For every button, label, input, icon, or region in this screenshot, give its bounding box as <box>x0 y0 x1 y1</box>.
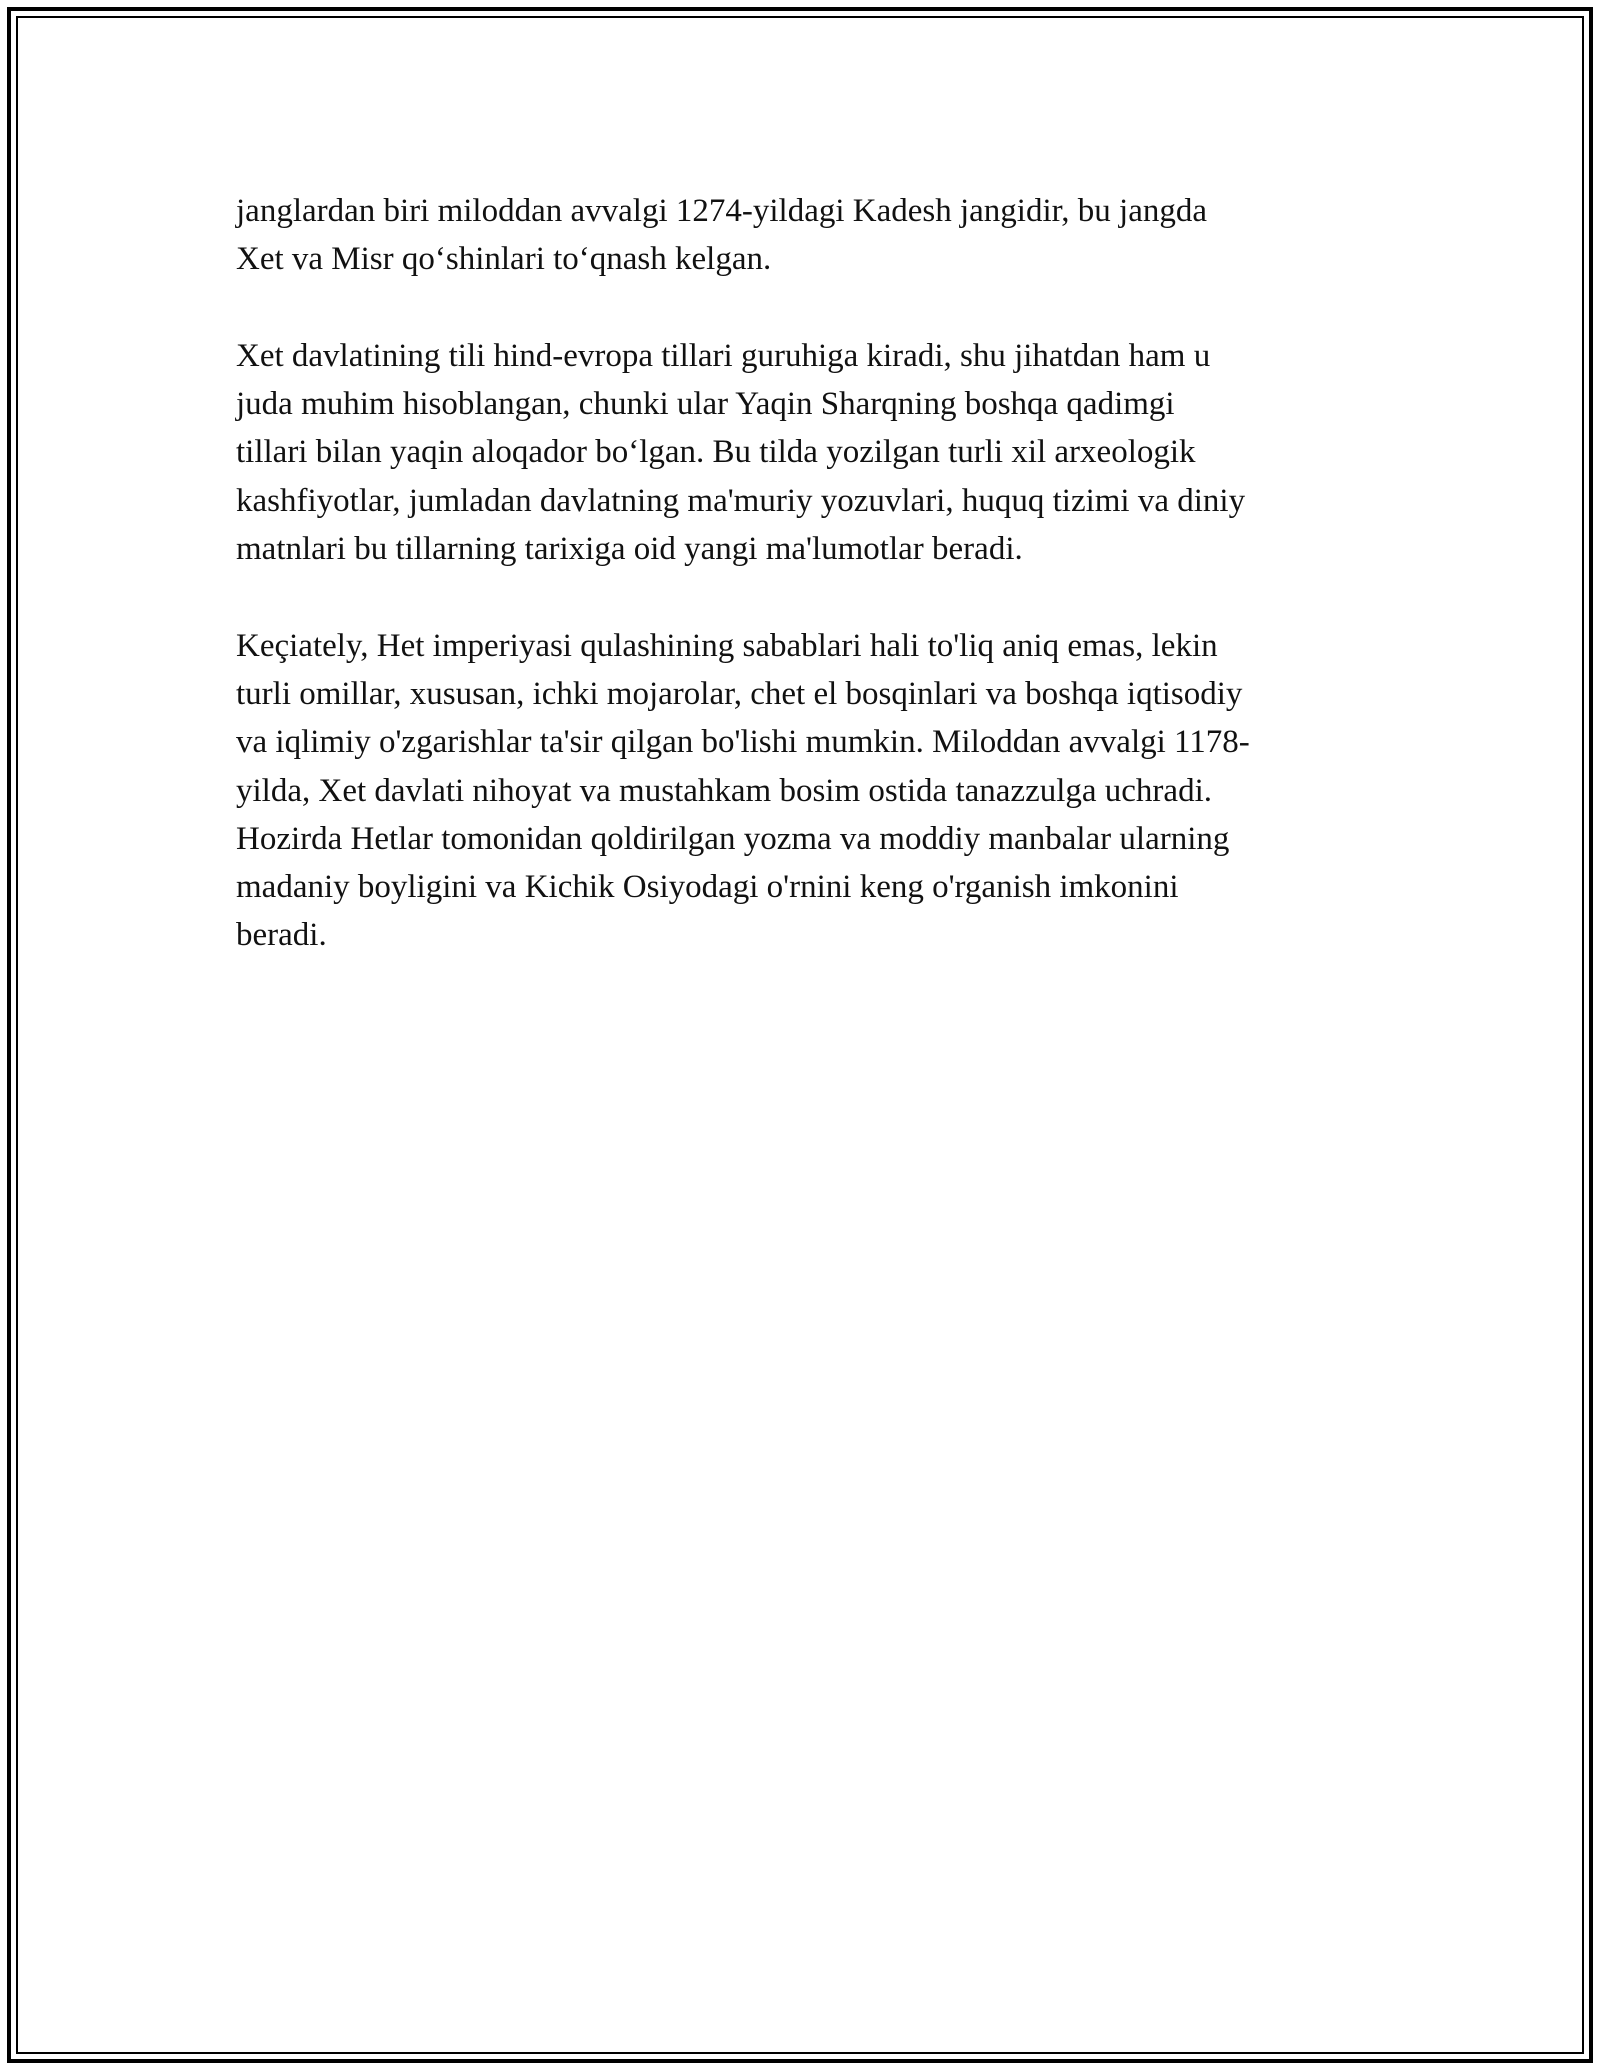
text-line: yilda, Xet davlati nihoyat va mustahkam bosim ostida tanazzulga uchradi. <box>236 772 1212 809</box>
text-line: turli omillar, xususan, ichki mojarolar, chet el bosqinlari va boshqa iqtisodiy <box>236 675 1243 712</box>
paragraph-3 <box>236 622 1366 960</box>
text-line: Xet va Misr qo‘shinlari to‘qnash kelgan. <box>236 241 772 278</box>
paragraph-gap <box>236 573 1366 621</box>
text-line: kashfiyotlar, jumladan davlatning ma'muriy yozuvlari, huquq tizimi va diniy <box>236 482 1246 519</box>
paragraph-1 <box>236 187 1366 284</box>
paragraph-gap <box>236 284 1366 332</box>
document-body <box>236 187 1366 960</box>
text-line: matnlari bu tillarning tarixiga oid yangi ma'lumotlar beradi. <box>236 531 1023 568</box>
text-line: juda muhim hisoblangan, chunki ular Yaqin Sharqning boshqa qadimgi <box>236 386 1175 423</box>
text-line: Keçiately, Het imperiyasi qulashining sabablari hali to'liq aniq emas, lekin <box>236 627 1218 664</box>
text-line: madaniy boyligini va Kichik Osiyodagi o'rnini keng o'rganish imkonini <box>236 869 1179 906</box>
text-line: beradi. <box>236 917 327 954</box>
text-line: Xet davlatining tili hind-evropa tillari guruhiga kiradi, shu jihatdan ham u <box>236 337 1211 374</box>
text-line: Hozirda Hetlar tomonidan qoldirilgan yozma va moddiy manbalar ularning <box>236 820 1230 857</box>
text-line: janglardan biri miloddan avvalgi 1274-yildagi Kadesh jangidir, bu jangda <box>236 193 1208 229</box>
paragraph-2 <box>236 332 1366 573</box>
text-line: tillari bilan yaqin aloqador bo‘lgan. Bu tilda yozilgan turli xil arxeologik <box>236 434 1196 471</box>
text-line: va iqlimiy o'zgarishlar ta'sir qilgan bo'lishi mumkin. Miloddan avvalgi 1178- <box>236 724 1250 761</box>
